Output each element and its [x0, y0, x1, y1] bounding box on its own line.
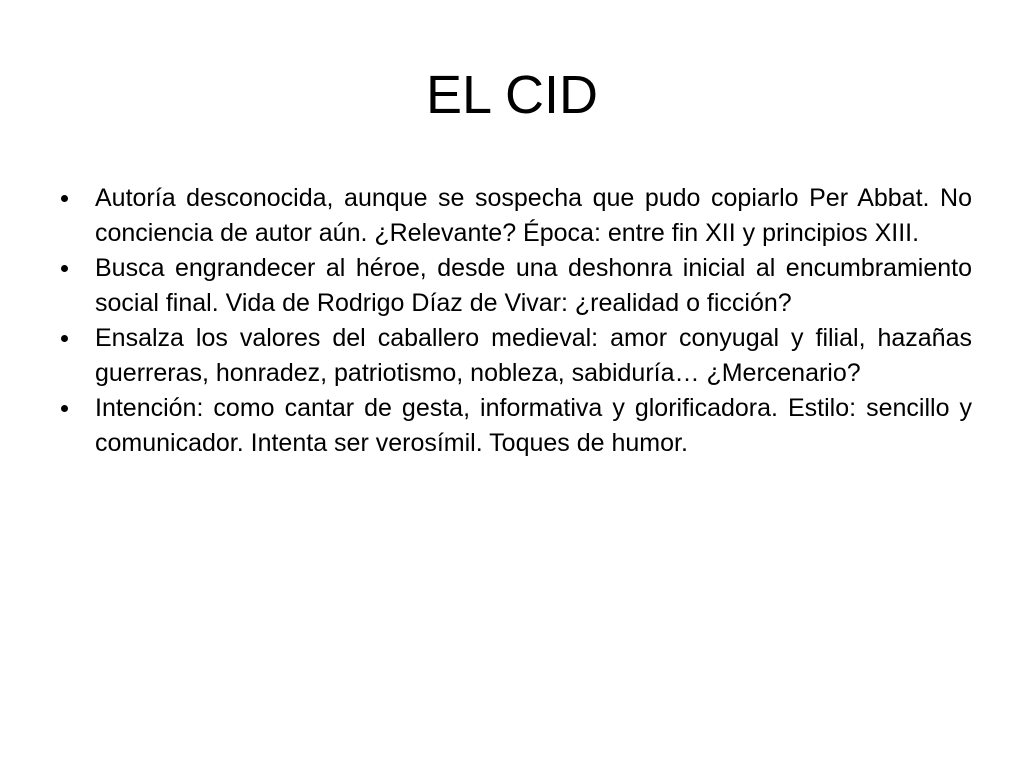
bullet-text: Ensalza los valores del caballero medieval: amor conyugal y filial, hazañas guerreras, honradez, patriotismo, nobleza, sabiduría… ¿Mercenario? — [95, 324, 972, 387]
bullet-icon — [61, 265, 68, 272]
bullet-icon — [61, 405, 68, 412]
bullet-text: Intención: como cantar de gesta, informativa y glorificadora. Estilo: sencillo y comunicador. Intenta ser verosímil. Toques de humor. — [95, 394, 972, 457]
slide-title: EL CID — [425, 65, 599, 125]
bullet-item-purpose — [58, 251, 972, 321]
bullet-text: Autoría desconocida, aunque se sospecha que pudo copiarlo Per Abbat. No conciencia de autor aún. ¿Relevante? Época: entre fin XII y principios XIII. — [95, 184, 972, 247]
bullet-list — [58, 181, 972, 461]
bullet-icon — [61, 335, 68, 342]
bullet-item-authorship — [58, 181, 972, 251]
bullet-item-values — [58, 321, 972, 391]
bullet-icon — [61, 195, 68, 202]
bullet-item-intention — [58, 391, 972, 461]
bullet-text: Busca engrandecer al héroe, desde una deshonra inicial al encumbramiento social final. Vida de Rodrigo Díaz de Vivar: ¿realidad o ficción? — [95, 254, 972, 317]
